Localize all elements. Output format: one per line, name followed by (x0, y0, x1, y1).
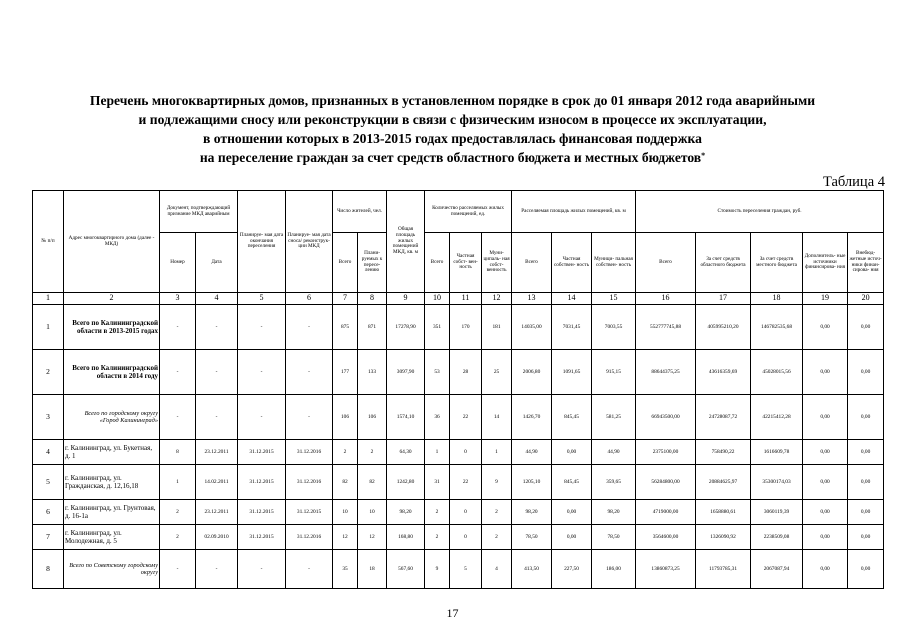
cell-res-planned: 133 (358, 350, 387, 395)
cell-res-total: 177 (333, 350, 358, 395)
cell-plan-end: - (238, 550, 286, 589)
cell-rooms-total: 31 (425, 465, 450, 500)
cell-area-municipal: 7003,55 (592, 305, 636, 350)
cell-address: г. Калининград, ул. Гражданская, д. 12,16,18 (64, 465, 160, 500)
document-title (30, 91, 875, 167)
cell-num: 1 (33, 305, 64, 350)
title-line-1: Перечень многоквартирных домов, признанных в установленном порядке в срок до 01 января 2012 года аварийными (89, 93, 816, 108)
column-index: 12 (482, 293, 512, 305)
cell-cost-local: 35300174,03 (751, 465, 803, 500)
table-label: Таблица 4 (822, 174, 885, 190)
cell-cost-additional: 0,00 (803, 440, 848, 465)
cell-res-planned: 871 (358, 305, 387, 350)
col-header-document: Документ, подтверждающий признание МКД аварийным (160, 191, 238, 233)
cell-plan-demolish: 31.12.2016 (286, 525, 333, 550)
cell-rooms-total: 2 (425, 500, 450, 525)
title-line-3: в отношении которых в 2013-2015 годах предоставлялась финансовая поддержка (203, 131, 702, 146)
column-index: 14 (552, 293, 592, 305)
cell-cost-additional: 0,00 (803, 500, 848, 525)
cell-area-municipal: 915,15 (592, 350, 636, 395)
col-header-cost-total: Всего (636, 233, 696, 293)
cell-cost-offbudget: 0,00 (848, 465, 884, 500)
cell-doc-date: - (196, 305, 238, 350)
cell-plan-demolish: 31.12.2015 (286, 500, 333, 525)
cell-doc-date: - (196, 350, 238, 395)
cell-cost-regional: 24728087,72 (696, 395, 751, 440)
cell-cost-total: 66943500,00 (636, 395, 696, 440)
cell-cost-total: 3564600,00 (636, 525, 696, 550)
table-row (33, 395, 884, 440)
cell-rooms-total: 9 (425, 550, 450, 589)
cell-area-mkd: 168,80 (387, 525, 425, 550)
col-header-area-total: Всего (512, 233, 552, 293)
col-header-area-municipal: Муници- пальная собствен- ность (592, 233, 636, 293)
cell-doc-number: - (160, 350, 196, 395)
cell-area-municipal: 98,20 (592, 500, 636, 525)
cell-doc-date: 23.12.2011 (196, 500, 238, 525)
page-number: 17 (446, 606, 459, 620)
cell-plan-end: 31.12.2015 (238, 465, 286, 500)
cell-cost-additional: 0,00 (803, 395, 848, 440)
cell-cost-local: 3060119,39 (751, 500, 803, 525)
cell-address: Всего по Советскому городскому округу (64, 550, 160, 589)
column-index: 8 (358, 293, 387, 305)
cell-area-municipal: 359,65 (592, 465, 636, 500)
cell-rooms-private: 28 (450, 350, 482, 395)
column-index: 4 (196, 293, 238, 305)
mkd-table (32, 190, 884, 589)
cell-area-total: 1205,10 (512, 465, 552, 500)
cell-address: г. Калининград, ул. Букетная, д. 1 (64, 440, 160, 465)
col-header-cost-additional: Дополнитель- ные источники финансирова- ния (803, 233, 848, 293)
cell-address: Всего по городскому округу «Город Калининград» (64, 395, 160, 440)
cell-cost-local: 146782535,68 (751, 305, 803, 350)
col-header-rooms-total: Всего (425, 233, 450, 293)
cell-plan-end: - (238, 350, 286, 395)
cell-rooms-total: 36 (425, 395, 450, 440)
cell-res-total: 82 (333, 465, 358, 500)
col-header-address: Адрес многоквартирного дома (далее - МКД) (64, 191, 160, 293)
cell-cost-total: 56284800,00 (636, 465, 696, 500)
cell-rooms-municipal: 181 (482, 305, 512, 350)
table-row (33, 550, 884, 589)
cell-res-total: 875 (333, 305, 358, 350)
cell-cost-regional: 1658880,61 (696, 500, 751, 525)
column-index: 16 (636, 293, 696, 305)
cell-rooms-private: 0 (450, 525, 482, 550)
col-header-cost-offbudget: Внебюд- жетные источ- ники финан- сирова- ния (848, 233, 884, 293)
cell-area-private: 0,00 (552, 440, 592, 465)
cell-doc-number: 2 (160, 500, 196, 525)
table-row (33, 525, 884, 550)
cell-rooms-private: 0 (450, 500, 482, 525)
cell-res-planned: 82 (358, 465, 387, 500)
column-index: 5 (238, 293, 286, 305)
cell-plan-end: - (238, 305, 286, 350)
cell-doc-date: - (196, 550, 238, 589)
column-index: 9 (387, 293, 425, 305)
cell-cost-offbudget: 0,00 (848, 440, 884, 465)
cell-doc-date: 14.02.2011 (196, 465, 238, 500)
cell-cost-additional: 0,00 (803, 550, 848, 589)
cell-area-mkd: 567,60 (387, 550, 425, 589)
cell-area-total: 98,20 (512, 500, 552, 525)
cell-area-total: 413,50 (512, 550, 552, 589)
cell-area-mkd: 3097,90 (387, 350, 425, 395)
table-row (33, 440, 884, 465)
col-header-plan-demolish: Планируе- мая дата сноса/ реконструк- ции МКД (286, 191, 333, 293)
col-header-plan-resettle-end: Планируе- мая дата окончания переселения (238, 191, 286, 293)
cell-doc-number: - (160, 395, 196, 440)
cell-cost-regional: 43616359,69 (696, 350, 751, 395)
cell-res-total: 2 (333, 440, 358, 465)
cell-num: 5 (33, 465, 64, 500)
cell-area-private: 227,50 (552, 550, 592, 589)
cell-plan-demolish: 31.12.2016 (286, 465, 333, 500)
cell-cost-additional: 0,00 (803, 525, 848, 550)
col-header-cost-local: За счет средств местного бюджета (751, 233, 803, 293)
col-header-cost-regional: За счет средств областного бюджета (696, 233, 751, 293)
cell-cost-offbudget: 0,00 (848, 525, 884, 550)
footnote-mark: * (701, 151, 706, 160)
cell-doc-date: 23.12.2011 (196, 440, 238, 465)
cell-area-total: 2006,80 (512, 350, 552, 395)
cell-rooms-private: 5 (450, 550, 482, 589)
cell-address: Всего по Калининградской области в 2013-2015 годах (64, 305, 160, 350)
cell-cost-offbudget: 0,00 (848, 500, 884, 525)
cell-num: 7 (33, 525, 64, 550)
cell-doc-number: - (160, 550, 196, 589)
cell-rooms-private: 170 (450, 305, 482, 350)
cell-rooms-private: 22 (450, 395, 482, 440)
cell-cost-additional: 0,00 (803, 350, 848, 395)
cell-area-private: 7031,45 (552, 305, 592, 350)
cell-cost-total: 2375100,00 (636, 440, 696, 465)
cell-area-mkd: 1574,10 (387, 395, 425, 440)
table-row (33, 465, 884, 500)
cell-plan-end: - (238, 395, 286, 440)
column-index: 7 (333, 293, 358, 305)
col-header-residents: Число жителей, чел. (333, 191, 387, 233)
cell-area-mkd: 98,20 (387, 500, 425, 525)
cell-cost-total: 88644375,25 (636, 350, 696, 395)
cell-rooms-total: 351 (425, 305, 450, 350)
cell-num: 6 (33, 500, 64, 525)
cell-res-planned: 12 (358, 525, 387, 550)
cell-rooms-municipal: 2 (482, 500, 512, 525)
cell-res-total: 106 (333, 395, 358, 440)
cell-address: Всего по Калининградской области в 2014 году (64, 350, 160, 395)
cell-plan-demolish: - (286, 305, 333, 350)
cell-cost-regional: 405995210,20 (696, 305, 751, 350)
cell-area-municipal: 186,00 (592, 550, 636, 589)
cell-rooms-municipal: 9 (482, 465, 512, 500)
cell-num: 3 (33, 395, 64, 440)
cell-cost-local: 1616609,78 (751, 440, 803, 465)
cell-res-planned: 2 (358, 440, 387, 465)
cell-area-private: 0,00 (552, 525, 592, 550)
col-header-rooms-municipal: Муни- ципаль- ная собст- венность (482, 233, 512, 293)
cell-doc-date: - (196, 395, 238, 440)
column-index: 20 (848, 293, 884, 305)
table-row (33, 350, 884, 395)
cell-rooms-private: 22 (450, 465, 482, 500)
cell-num: 4 (33, 440, 64, 465)
cell-area-private: 845,45 (552, 465, 592, 500)
title-line-4 (30, 148, 875, 167)
cell-rooms-municipal: 4 (482, 550, 512, 589)
cell-area-private: 845,45 (552, 395, 592, 440)
column-index: 10 (425, 293, 450, 305)
cell-cost-additional: 0,00 (803, 305, 848, 350)
cell-cost-offbudget: 0,00 (848, 350, 884, 395)
cell-cost-offbudget: 0,00 (848, 550, 884, 589)
title-line-4-text: на переселение граждан за счет средств областного бюджета и местных бюджетов (199, 150, 702, 165)
column-index: 19 (803, 293, 848, 305)
cell-area-total: 78,50 (512, 525, 552, 550)
cell-doc-date: 02.09.2010 (196, 525, 238, 550)
cell-plan-end: 31.12.2015 (238, 440, 286, 465)
cell-cost-local: 42215412,28 (751, 395, 803, 440)
col-header-num: № п/п (33, 191, 64, 293)
cell-cost-offbudget: 0,00 (848, 395, 884, 440)
cell-num: 2 (33, 350, 64, 395)
col-header-res-total: Всего (333, 233, 358, 293)
col-header-res-planned: Плани- руемых к пересе- лению (358, 233, 387, 293)
column-index: 15 (592, 293, 636, 305)
cell-area-private: 0,00 (552, 500, 592, 525)
cell-plan-demolish: - (286, 550, 333, 589)
cell-res-total: 10 (333, 500, 358, 525)
col-header-area: Расселяемая площадь жилых помещений, кв. м (512, 191, 636, 233)
cell-rooms-municipal: 14 (482, 395, 512, 440)
col-header-total-area: Общая площадь жилых помещений МКД, кв. м (387, 191, 425, 293)
cell-cost-regional: 20884625,97 (696, 465, 751, 500)
cell-doc-number: 8 (160, 440, 196, 465)
cell-cost-local: 45028015,56 (751, 350, 803, 395)
col-header-rooms-count: Количество расселяемых жилых помещений, ед. (425, 191, 512, 233)
cell-address: г. Калининград, ул. Грунтовая, д. 16-1а (64, 500, 160, 525)
cell-cost-offbudget: 0,00 (848, 305, 884, 350)
col-header-doc-number: Номер (160, 233, 196, 293)
cell-doc-number: 1 (160, 465, 196, 500)
col-header-cost: Стоимость переселения граждан, руб. (636, 191, 884, 233)
cell-rooms-total: 1 (425, 440, 450, 465)
cell-area-municipal: 44,90 (592, 440, 636, 465)
column-index: 6 (286, 293, 333, 305)
cell-plan-demolish: 31.12.2016 (286, 440, 333, 465)
cell-doc-number: - (160, 305, 196, 350)
cell-cost-local: 2238509,08 (751, 525, 803, 550)
cell-cost-regional: 1326090,92 (696, 525, 751, 550)
cell-plan-end: 31.12.2015 (238, 525, 286, 550)
cell-cost-total: 13860873,25 (636, 550, 696, 589)
cell-num: 8 (33, 550, 64, 589)
cell-plan-demolish: - (286, 350, 333, 395)
cell-res-total: 12 (333, 525, 358, 550)
cell-doc-number: 2 (160, 525, 196, 550)
column-index: 3 (160, 293, 196, 305)
cell-cost-regional: 11793785,31 (696, 550, 751, 589)
col-header-rooms-private: Частная собст- вен- ность (450, 233, 482, 293)
cell-area-private: 1091,65 (552, 350, 592, 395)
cell-cost-total: 552777745,88 (636, 305, 696, 350)
cell-area-total: 14035,00 (512, 305, 552, 350)
cell-plan-demolish: - (286, 395, 333, 440)
cell-rooms-total: 2 (425, 525, 450, 550)
col-header-area-private: Частная собствен- ность (552, 233, 592, 293)
title-line-2: и подлежащими сносу или реконструкции в связи с физическим износом в процессе их эксплуатации, (138, 112, 767, 127)
cell-res-planned: 10 (358, 500, 387, 525)
table-row (33, 305, 884, 350)
cell-rooms-municipal: 25 (482, 350, 512, 395)
column-index: 17 (696, 293, 751, 305)
cell-area-mkd: 17278,90 (387, 305, 425, 350)
cell-cost-total: 4719000,00 (636, 500, 696, 525)
column-index-row (33, 293, 884, 305)
cell-cost-regional: 758490,22 (696, 440, 751, 465)
column-index: 13 (512, 293, 552, 305)
cell-address: г. Калининград, ул. Молодежная, д. 5 (64, 525, 160, 550)
column-index: 2 (64, 293, 160, 305)
cell-area-municipal: 581,25 (592, 395, 636, 440)
cell-area-total: 1426,70 (512, 395, 552, 440)
cell-rooms-municipal: 2 (482, 525, 512, 550)
cell-area-mkd: 1242,80 (387, 465, 425, 500)
table-row (33, 500, 884, 525)
cell-area-mkd: 64,30 (387, 440, 425, 465)
cell-rooms-private: 0 (450, 440, 482, 465)
cell-res-total: 35 (333, 550, 358, 589)
cell-rooms-municipal: 1 (482, 440, 512, 465)
cell-res-planned: 106 (358, 395, 387, 440)
cell-rooms-total: 53 (425, 350, 450, 395)
cell-cost-local: 2067087,94 (751, 550, 803, 589)
col-header-doc-date: Дата (196, 233, 238, 293)
column-index: 1 (33, 293, 64, 305)
cell-res-planned: 18 (358, 550, 387, 589)
cell-cost-additional: 0,00 (803, 465, 848, 500)
cell-area-municipal: 78,50 (592, 525, 636, 550)
cell-plan-end: 31.12.2015 (238, 500, 286, 525)
cell-area-total: 44,90 (512, 440, 552, 465)
column-index: 18 (751, 293, 803, 305)
column-index: 11 (450, 293, 482, 305)
